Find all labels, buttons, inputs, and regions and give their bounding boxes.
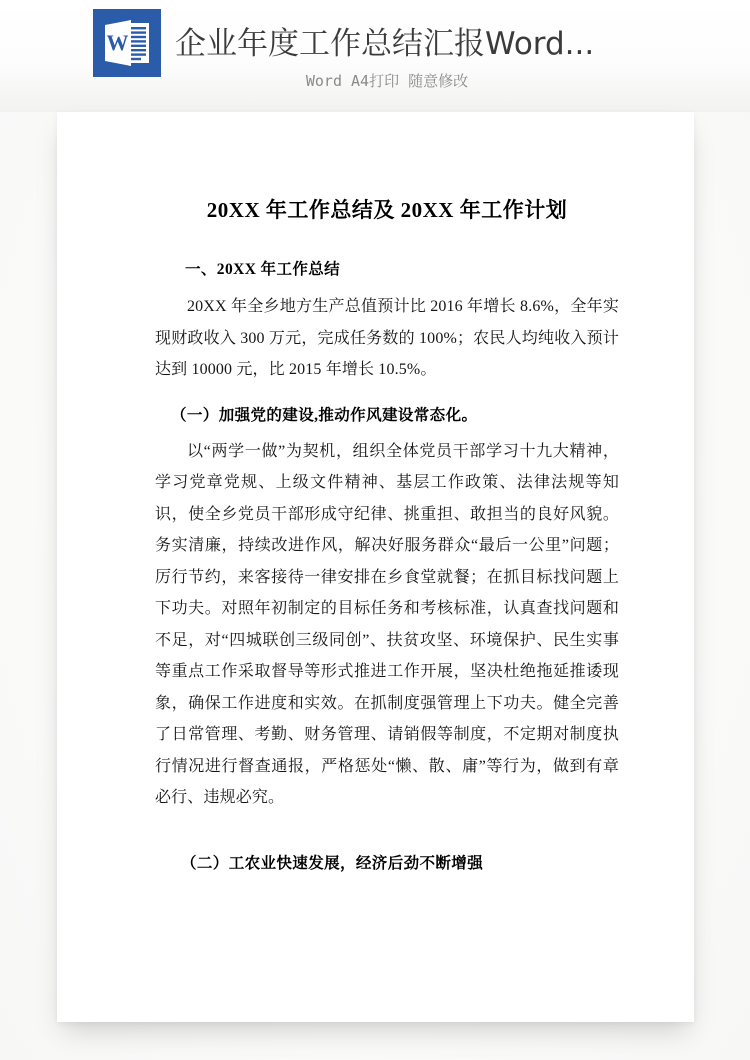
paragraph-2: 以“两学一做”为契机，组织全体党员干部学习十九大精神，学习党章党规、上级文件精神、基层工作政策、法律法规等知识，使全乡党员干部形成守纪律、挑重担、敢担当的良好风貌。务实清廉，持续改进作风，解决好服务群众“最后一公里”问题；厉行节约，来客接待一律安排在乡食堂就餐；在抓目标找问题上下功夫。对照年初制定的目标任务和考核标准，认真查找问题和不足，对“四城联创三级同创”、扶贫攻坚、环境保护、民生实事等重点工作采取督导等形式推进工作开展，坚决杜绝拖延推诿现象，确保工作进度和实效。在抓制度强管理上下功夫。健全完善了日常管理、考勤、财务管理、请销假等制度，不定期对制度执行情况进行督查通报，严格惩处“懒、散、庸”等行为，做到有章必行、违规必究。 <box>155 442 619 806</box>
paragraph-spacer <box>155 814 619 834</box>
document-preview-header <box>0 0 750 112</box>
document-page[interactable] <box>57 112 694 1022</box>
svg-text:W: W <box>106 30 129 55</box>
subsection-heading-2: （二）工农业快速发展，经济后劲不断增强 <box>181 854 484 872</box>
subsection-heading-1: （一）加强党的建设,推动作风建设常态化。 <box>171 406 478 424</box>
header-title-block <box>175 0 665 92</box>
page-title: 企业年度工作总结汇报Word... <box>175 26 595 62</box>
header-inner <box>85 0 665 112</box>
document-text-column <box>155 112 619 1022</box>
page-subtitle: Word A4打印 随意修改 <box>305 72 469 90</box>
word-document-icon <box>93 9 161 77</box>
paragraph-1: 20XX 年全乡地方生产总值预计比 2016 年增长 8.6%，全年实现财政收入 300 万元，完成任务数的 100%；农民人均纯收入预计达到 10000 元，比 2015 年增长 10.5%。 <box>155 298 619 378</box>
section-heading-1: 一、20XX 年工作总结 <box>185 261 341 278</box>
document-heading: 20XX 年工作总结及 20XX 年工作计划 <box>206 198 568 222</box>
